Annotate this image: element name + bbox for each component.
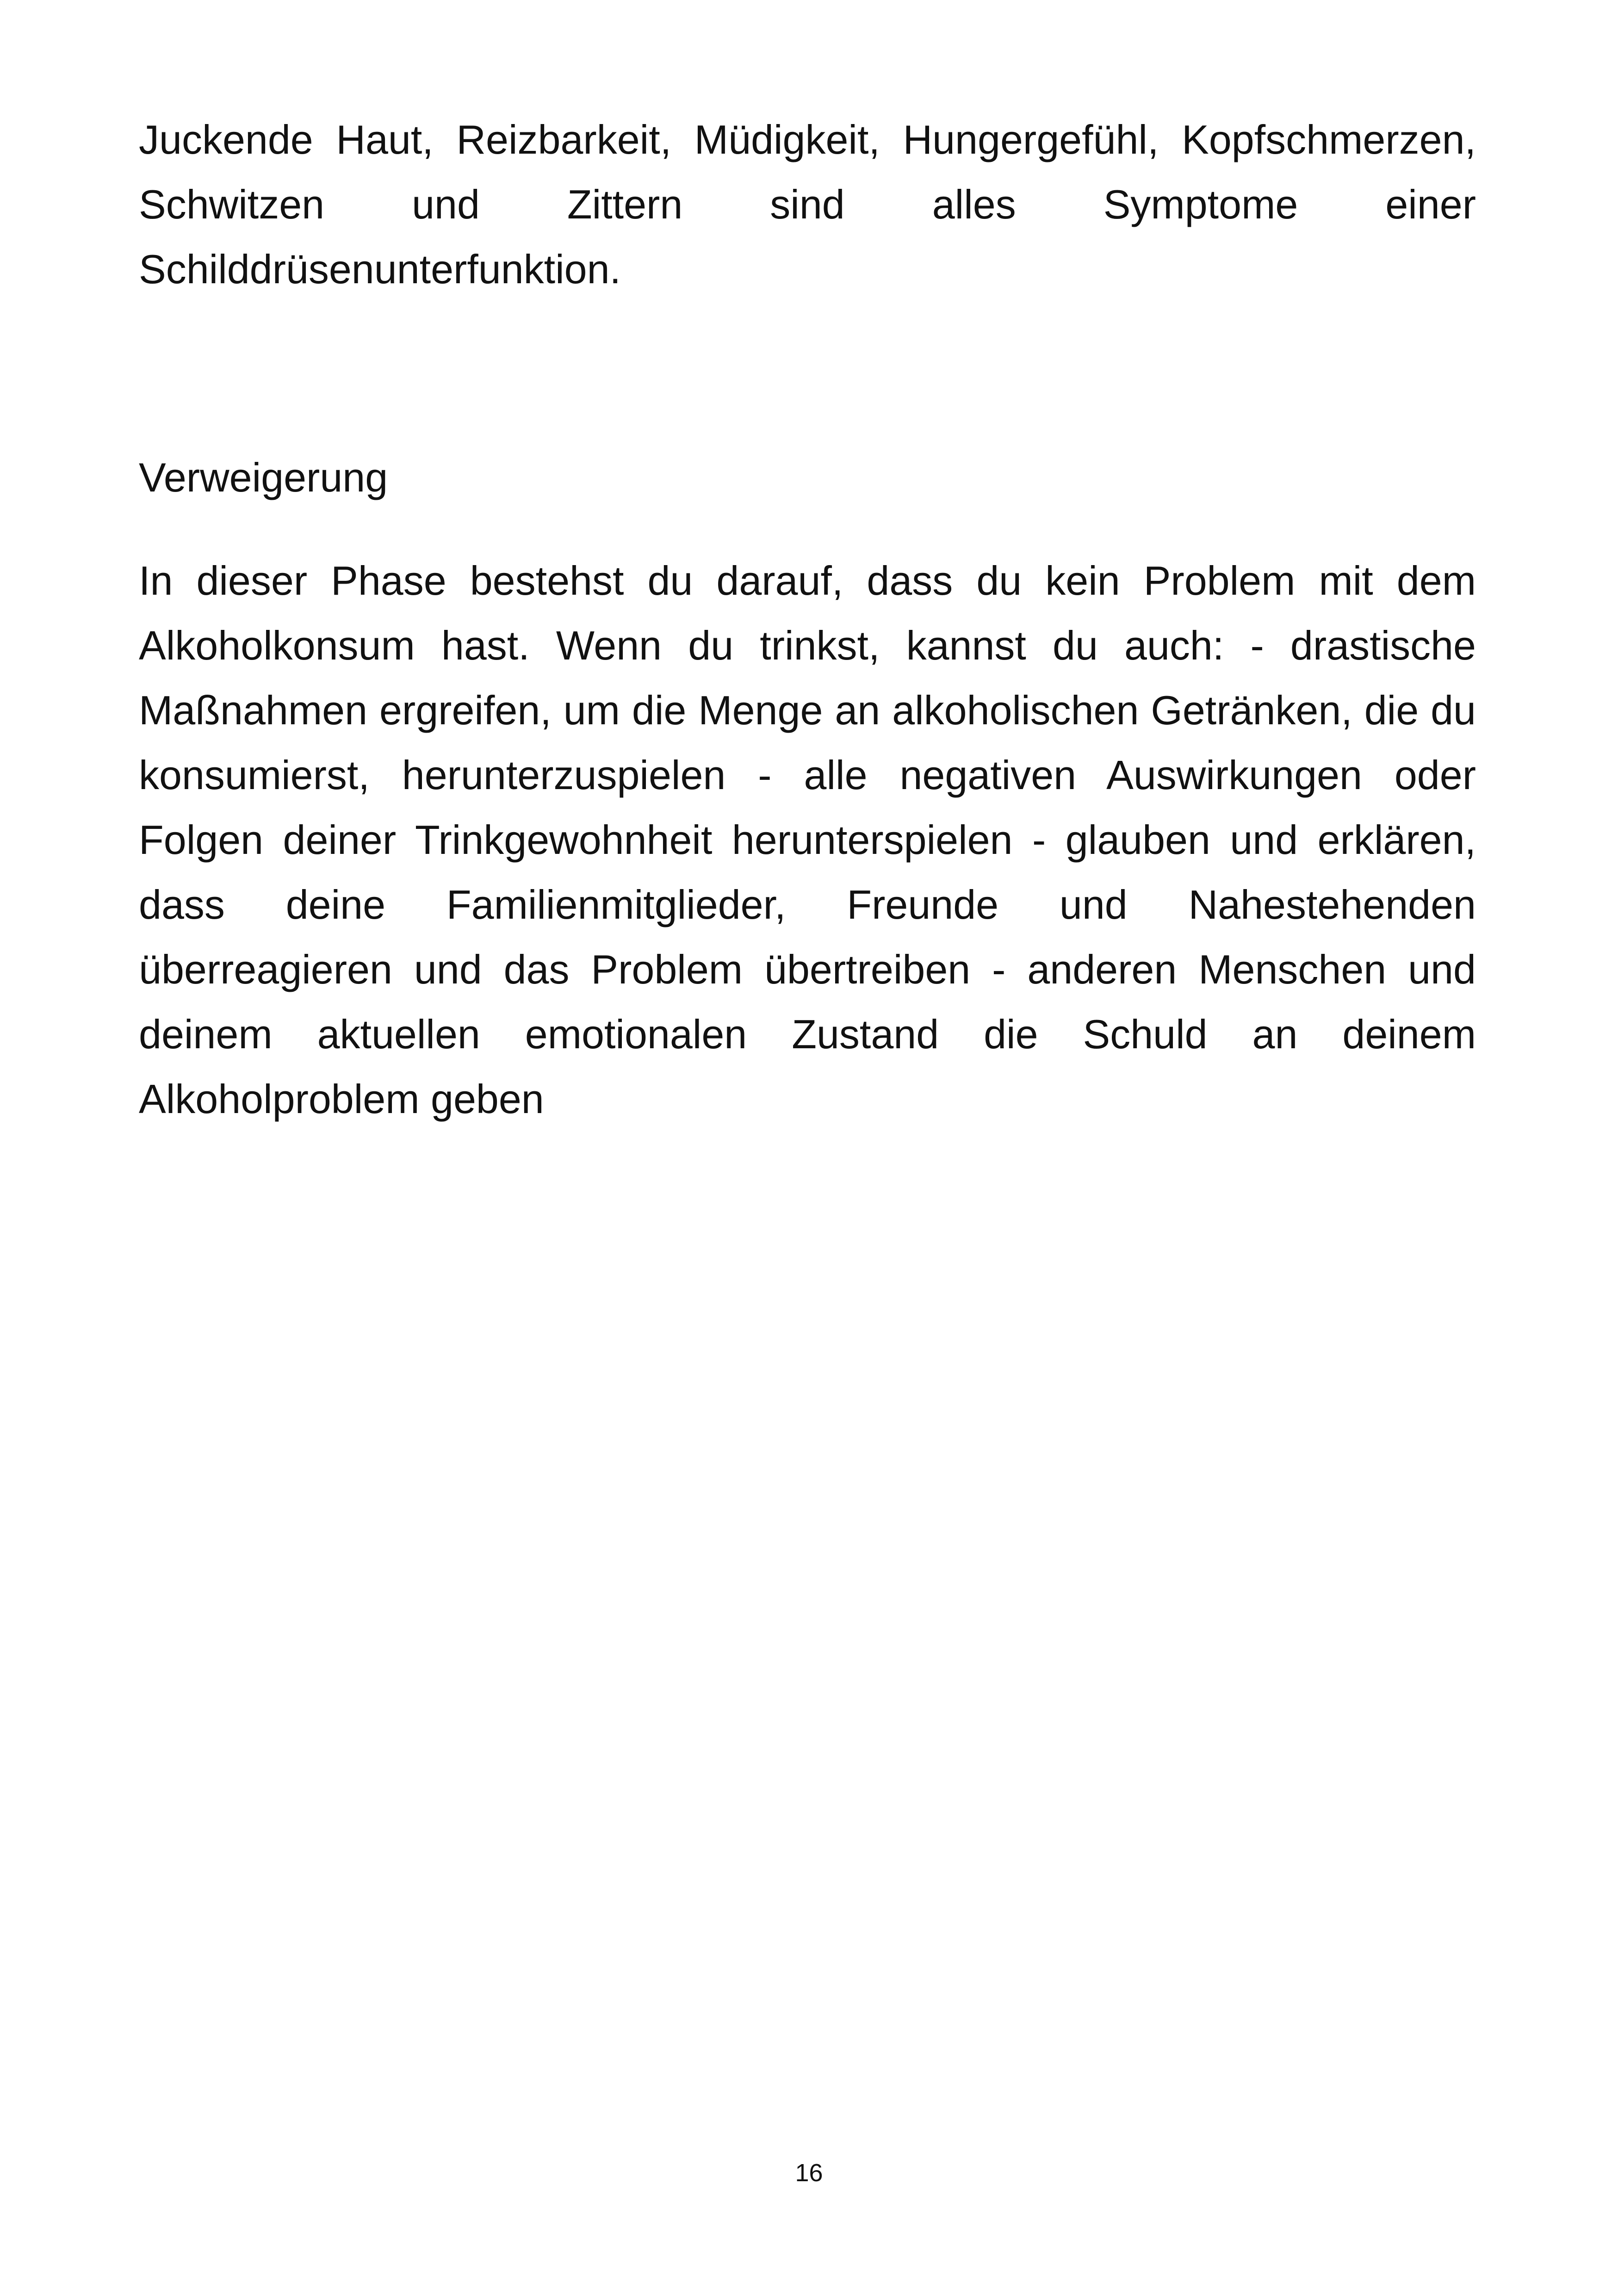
- section-heading: Verweigerung: [139, 454, 388, 500]
- body-paragraph-symptoms: Juckende Haut, Reizbarkeit, Müdigkeit, Hungergefühl, Kopfschmerzen, Schwitzen und Zittern sind alles Symptome einer Schilddrüsenunterfunktion.: [139, 117, 1476, 292]
- body-paragraph-denial: In dieser Phase bestehst du darauf, dass du kein Problem mit dem Alkoholkonsum hast. Wenn du trinkst, kannst du auch: - drastische Maßnahmen ergreifen, um die Menge an alkoholischen Getränken, die du konsumierst, herunterzuspielen - alle negativen Auswirkungen oder Folgen deiner Trinkgewohnheit herunterspielen - glauben und erklären, dass deine Familienmitglieder, Freunde und Nahestehenden überreagieren und das Problem übertreiben - anderen Menschen und deinem aktuellen emotionalen Zustand die Schuld an deinem Alkoholproblem geben: [139, 558, 1476, 1122]
- page-number: 16: [795, 2159, 823, 2187]
